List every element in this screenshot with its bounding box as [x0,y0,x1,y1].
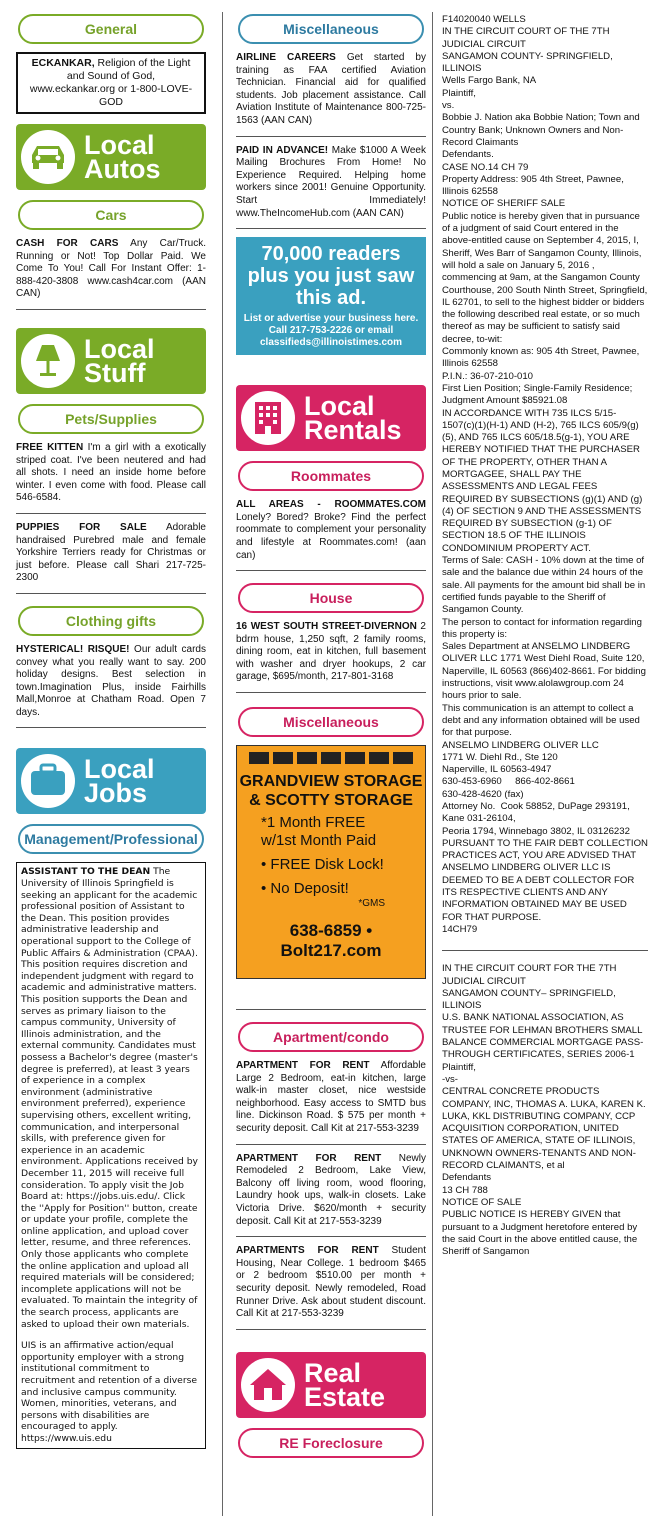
briefcase-icon [16,749,80,813]
divider [16,593,206,594]
banner-title: Local Stuff [84,333,155,388]
building-icon [236,386,300,450]
cars-ad: CASH FOR CARS Any Car/Truck. Running or Not! Top Dollar Paid. We Come To You! Call For Instant Offer: 1-888-420-3808 www.cash4car.com (AAN CAN) [16,238,206,300]
column-3 [442,14,648,1258]
divider [16,309,206,310]
lamp-icon [16,329,80,393]
legal-notice: IN THE CIRCUIT COURT FOR THE 7TH JUDICIAL CIRCUIT SANGAMON COUNTY– SPRINGFIELD, ILLINOIS U.S. BANK NATIONAL ASSOCIATION, AS TRUSTEE FOR LEHMAN BROTHERS SMALL BALANCE COMMERCIAL MORTGAGE PASS-THROUGH CERTIFICATES, SERIES 2006-1 Plaintiff, -vs- CENTRAL CONCRETE PRODUCTS COMPANY, INC, THOMAS A. LUKA, KAREN K. LUKA, KKL DISTRIBUTING COMPANY, CCP ACQUISITION CORPORATION, UNITED STATES OF AMERICA, STATE OF ILLINOIS, UNKNOWN OWNERS-TENANTS AND NON-RECORD CLAIMANTS, et al Defendants 13 CH 788 NOTICE OF SALE PUBLIC NOTICE IS HEREBY GIVEN that pursuant to a Judgment heretofore entered by the said Court in the above entitled cause, the Sheriff of Sangamon [442,963,646,1258]
section-header-general: General [18,14,204,44]
divider [236,1236,426,1237]
section-header-apartment: Apartment/condo [238,1022,424,1052]
divider [236,1329,426,1330]
divider [16,727,206,728]
section-header-miscellaneous: Miscellaneous [238,14,424,44]
local-autos-banner [16,124,206,190]
readers-callout: 70,000 readers plus you just saw this ad. List or advertise your business here. Call 217-753-2226 or email classifieds@illinoistimes.com [236,237,426,355]
divider [236,570,426,571]
dean-ad: ASSISTANT TO THE DEAN The University of Illinois Springfield is seeking an applicant for the academic professional position of Assistant to the Dean. This position provides administrative leadership and operational support to the College of Public Affairs & Administration (CPAA). This position requires discretion and independent judgment with regard to academic and administrative matters. This position supports the Dean and serves as primary liaison to the campus community, University of Illinois administration, and the external community. Candidates must possess a Bachelor's degree (master's degree is preferred), at least 3 years of experience in a complex environment (administrative environment preferred), experience supervising others, excellent writing, communication, and interpersonal skills, with preference given for experience in an academic environment. Applications received by December 11, 2015 will receive full consideration. To apply visit the Job Board at: https://jobs.uis.edu/. Click the ''Apply for Position'' button, create or update your profile, complete the online application, and upload cover letter, resume, and three references. Only those applicants who complete the online application and upload all required materials will be considered; incomplete applications will not be evaluated. To maintain the integrity of the search process, applicants are asked to upload their own materials. UIS is an affirmative action/equal opportunity employer with a strong institutional commitment to recruitment and retention of a diverse and inclusive campus community. Women, minorities, veterans, and persons with disabilities are encouraged to apply. https://www.uis.edu [16,862,206,1448]
column-divider [432,12,433,1516]
banner-title: Local Jobs [84,754,155,809]
pets-ad: PUPPIES FOR SALE Adorable handraised Purebred male and female Yorkshire Terriers ready for Christmas or just before. Please call Shari 217-725-2300 [16,521,206,584]
apartment-ad: APARTMENT FOR RENT Affordable Large 2 Bedroom, eat-in kitchen, large walk-in master closet, nice westside neighborhood. Easy access to SMTD bus line. Dickinson Road. $ 575 per month + security deposit. Call Kit at 217-553-3239 [236,1060,426,1135]
paid-ad: PAID IN ADVANCE! Make $1000 A Week Mailing Brochures From Home! No Experience Required. Helping home workers since 2001! Genuine Opportunity. Start Immediately! www.TheIncomeHub.com (AAN CAN) [236,144,426,219]
banner-title: Local Rentals [304,391,402,446]
section-header-management: Management/Professional [18,824,204,854]
local-stuff-banner [16,328,206,394]
clothing-ad: HYSTERICAL! RISQUE! Our adult cards convey what you really want to say. 200 holiday designs. Best selection in town.Imagination Plus, inside Fairhills Mall,Monroe at Chatham Road. Open 7 days. [16,643,206,718]
section-header-pets: Pets/Supplies [18,404,204,434]
banner-title: Real Estate [304,1357,386,1412]
airline-ad: AIRLINE CAREERS Get started by training as FAA certified Aviation Technician. Financial aid for qualified students. Job placement assistance. Call Aviation Institute of Maintenance 800-725-1563 (AAN CAN) [236,52,426,126]
divider [236,1144,426,1145]
divider [16,513,206,514]
banner-title: Local Autos [84,130,161,184]
section-header-miscellaneous-2: Miscellaneous [238,707,424,737]
local-jobs-banner [16,748,206,814]
divider [236,692,426,693]
legal-notice: F14020040 WELLS IN THE CIRCUIT COURT OF THE 7TH JUDICIAL CIRCUIT SANGAMON COUNTY- SPRINGFIELD, ILLINOIS Wells Fargo Bank, NA Plaintiff, vs. Bobbie J. Nation aka Bobbie Nation; Town and Country Bank; Unknown Owners and Non-Record Claimants Defendants. CASE NO.14 CH 79 Property Address: 905 4th Street, Pawnee, Illinois 62558 NOTICE OF SHERIFF SALE Public notice is hereby given that in pursuance of a judgment of said Court entered in the above-entitled cause on September 4, 2015, I, Sheriff, Wes Barr of Sangamon County, Illinois, will hold a sale on January 5, 2016 , commencing at 9am, at the Sangamon County Courthouse, 200 South Ninth Street, Springfield, IL 62701, to sell to the highest bidder or bidders the following described real estate, or so much thereof as may be sufficient to satisfy said decree, to-wit: Commonly known as: 905 4th Street, Pawnee, Illinois 62558 P.I.N.: 36-07-210-010 First Lien Position; Single-Family Residence; Judgment Amount $85921.08 IN ACCORDANCE WITH 735 ILCS 5/15-1507(c)(1)(H-1) AND (H-2), 765 ILCS 605/9(g)(5), AND 765 ILCS 605/18.5(g-1), YOU ARE HEREBY NOTIFIED THAT THE PURCHASER OF THE PROPERTY, OTHER THAN A MORTGAGEE, SHALL PAY THE ASSESSMENTS AND LEGAL FEES REQUIRED BY SUBSECTIONS (g)(1) AND (g)(4) OF SECTION 9 AND THE ASSESSMENTS REQUIRED BY SUBSECTION (g-1) OF SECTION 18.5 OF THE ILLINOIS CONDOMINIUM PROPERTY ACT. Terms of Sale: CASH - 10% down at the time of sale and the balance due within 24 hours of the sale. All payments for the amount bid shall be in certified funds payable to the Sheriff of Sangamon County. The person to contact for information regarding this property is: Sales Department at ANSELMO LINDBERG OLIVER LLC 1771 West Diehl Road, Suite 120, Naperville, IL 60563 (866)402-8661. For bidding instructions, visit www.alolawgroup.com 24 hours prior to sale. This communication is an attempt to collect a debt and any information obtained will be used for that purpose. ANSELMO LINDBERG OLIVER LLC 1771 W. Diehl Rd., Ste 120 Naperville, IL 60563-4947 630-453-6960 866-402-8661 630-428-4620 (fax) Attorney No. Cook 58852, DuPage 293191, Kane 031-26104, Peoria 1794, Winnebago 3802, IL 03126232 PURSUANT TO THE FAIR DEBT COLLECTION PRACTICES ACT, YOU ARE ADVISED THAT ANSELMO LINDBERG OLIVER LLC IS DEEMED TO BE A DEBT COLLECTOR FOR ITS RESPECTIVE CLIENTS AND ANY INFORMATION OBTAINED MAY BE USED FOR THAT PURPOSE. 14CH79 [442,14,648,935]
section-header-foreclosure: RE Foreclosure [238,1428,424,1458]
divider [236,228,426,229]
column-2 [236,14,426,1466]
storage-ad: GRANDVIEW STORAGE & SCOTTY STORAGE *1 Month FREE w/1st Month Paid • FREE Disk Lock! • No Deposit! *GMS 638-6859 • Bolt217.com [236,745,426,979]
house-icon [236,1353,300,1417]
storage-units-icon [249,752,413,764]
divider [236,1009,426,1010]
apartment-ad: APARTMENT FOR RENT Newly Remodeled 2 Bedroom, Lake View, Balcony off living room, wood flooring, Laundry hook ups, walk-in closets. Lake Victoria Drive. $620/month + security deposit. Call Kit at 217-553-3239 [236,1152,426,1227]
apartment-ad: APARTMENTS FOR RENT Student Housing, Near College. 1 bedroom $465 or 2 bedroom $510.00 per month + security deposit. Newly remodeled, Road Runner Drive. Ask about student discount. Call Kit at 217-553-3239 [236,1245,426,1320]
real-estate-banner [236,1352,426,1418]
divider [236,136,426,137]
column-divider [222,12,223,1516]
section-header-house: House [238,583,424,613]
house-ad: 16 WEST SOUTH STREET-DIVERNON 2 bdrm house, 1,250 sqft, 2 family rooms, dining room, eat in kitchen, full basement with washer and dryer hookups, 2 car garage, $695/month, 217-801-3168 [236,621,426,683]
roommates-ad: ALL AREAS - ROOMMATES.COM Lonely? Bored? Broke? Find the perfect roommate to complement your personality and lifestyle at Roommates.com! (aan can) [236,499,426,561]
section-header-clothing: Clothing gifts [18,606,204,636]
car-icon [16,125,80,189]
pets-ad: FREE KITTEN I'm a girl with a exotically striped coat. I've been neutered and had all shots. I need an inside home before winter. I even come with food. Please call 546-6584. [16,441,206,504]
section-header-cars: Cars [18,200,204,230]
eckankar-ad: ECKANKAR, Religion of the Light and Sound of God, www.eckankar.org or 1-800-LOVE-GOD [16,52,206,114]
divider [442,950,648,951]
column-1 [16,14,206,1449]
section-header-roommates: Roommates [238,461,424,491]
local-rentals-banner [236,385,426,451]
